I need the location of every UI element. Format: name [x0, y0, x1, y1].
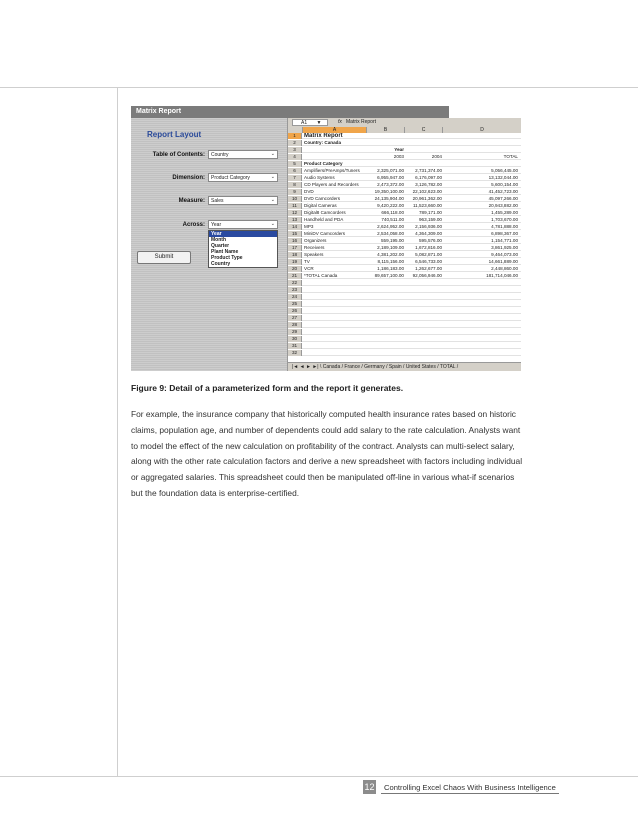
cell-b[interactable]: 6,955,947.00 [377, 175, 404, 180]
cell-d[interactable] [444, 343, 518, 349]
table-row [288, 154, 521, 160]
row-number[interactable]: 31 [288, 343, 302, 349]
cell-c[interactable] [406, 287, 442, 293]
body-paragraph: For example, the insurance company that historically computed health insurance rates based on historic claims, population age, and number of dependents could add salary to the rate calculation. Analysts want to model the effect of the new calculation on profitability of the contract. Analysts can multi-select salary, along with the other rate calculation factors and derive a new spreadsheet with factors including individual or aggregated salaries. This spreadsheet could then be manipulated off-line in various what-if scenarios but the foundation data is enterprise-certified. [131, 409, 523, 498]
table-row [288, 322, 521, 328]
cell-c[interactable]: 4,364,309.00 [415, 231, 442, 236]
cell-b[interactable] [368, 322, 404, 328]
dropdown-option[interactable]: Country [211, 261, 231, 267]
cell-d[interactable]: 6,898,367.00 [491, 231, 518, 236]
table-row [288, 315, 521, 321]
cell-b[interactable]: 2,325,071.00 [377, 168, 404, 173]
chevron-down-icon: ⌄ [270, 197, 275, 203]
cell-b[interactable] [368, 315, 404, 321]
top-rule [0, 87, 638, 88]
cell-c[interactable] [406, 301, 442, 307]
dropdown-option[interactable]: Quarter [211, 243, 230, 249]
cell-d[interactable] [444, 308, 518, 314]
cell-d[interactable]: 5,056,445.00 [491, 168, 518, 173]
row-number[interactable]: 18 [288, 252, 302, 258]
cell-c[interactable]: 1,262,677.00 [415, 266, 442, 271]
cell-c[interactable] [406, 280, 442, 286]
cell-b[interactable]: 2,189,109.00 [377, 245, 404, 250]
cell-d[interactable] [444, 315, 518, 321]
cell-b[interactable]: 4,381,202.00 [377, 252, 404, 257]
left-margin-rule [117, 87, 118, 777]
table-row [288, 308, 521, 314]
cell-b[interactable]: 8,115,156.00 [377, 259, 404, 264]
row-number[interactable]: 4 [288, 154, 302, 160]
spreadsheet [287, 118, 521, 371]
cell-c[interactable] [406, 294, 442, 300]
row-number[interactable]: 21 [288, 273, 302, 279]
cell-b[interactable] [368, 294, 404, 300]
toc-select-value: Country [211, 152, 229, 158]
row-number[interactable]: 25 [288, 301, 302, 307]
cell-d[interactable]: 4,781,888.00 [491, 224, 518, 229]
row-number[interactable]: 15 [288, 231, 302, 237]
cell-a[interactable]: Organizers [304, 238, 327, 243]
row-number[interactable]: 29 [288, 329, 302, 335]
dimension-select[interactable] [208, 173, 278, 182]
cell-d[interactable]: 5,600,154.00 [491, 182, 518, 187]
cell-d[interactable] [444, 133, 518, 139]
cell-b[interactable] [368, 301, 404, 307]
cell-d[interactable]: 14,661,889.00 [488, 259, 518, 264]
cell-b[interactable] [368, 133, 404, 139]
row-number[interactable]: 20 [288, 266, 302, 272]
row-number[interactable]: 6 [288, 168, 302, 174]
cell-b[interactable] [368, 161, 404, 167]
cell-c[interactable]: 92,056,946.00 [412, 273, 442, 278]
cell-a[interactable]: Matrix Report [304, 133, 343, 139]
chevron-down-icon: ⌄ [270, 221, 275, 227]
row-number[interactable]: 23 [288, 287, 302, 293]
cell-d[interactable]: TOTAL [503, 154, 518, 159]
table-row [288, 350, 521, 356]
cell-c[interactable] [406, 133, 442, 139]
cell-b[interactable]: Year [394, 147, 404, 152]
cell-d[interactable]: 9,464,073.00 [491, 252, 518, 257]
cell-b[interactable]: 2,534,058.00 [377, 231, 404, 236]
cell-c[interactable]: 963,159.00 [419, 217, 442, 222]
dropdown-option[interactable]: Month [211, 237, 226, 243]
cell-d[interactable]: 181,714,046.00 [486, 273, 518, 278]
cell-d[interactable] [444, 280, 518, 286]
cell-b[interactable] [368, 343, 404, 349]
across-dropdown-list [208, 230, 278, 268]
cell-b[interactable]: 666,118.00 [381, 210, 404, 215]
table-row [288, 189, 521, 195]
row-number[interactable]: 17 [288, 245, 302, 251]
table-row [288, 259, 521, 265]
name-box-value: A1 [301, 120, 308, 126]
submit-button[interactable]: Submit [137, 251, 191, 264]
row-number[interactable]: 1 [288, 133, 302, 139]
fx-icon: fx [338, 119, 342, 125]
cell-a[interactable]: Speakers [304, 252, 324, 257]
table-row [288, 231, 521, 237]
cell-a[interactable] [304, 350, 366, 356]
cell-d[interactable] [444, 140, 518, 146]
form-title: Matrix Report [131, 106, 449, 118]
cell-c[interactable]: 6,546,733.00 [415, 259, 442, 264]
cell-a[interactable]: CD Players and Recorders [304, 182, 359, 187]
cell-d[interactable] [444, 287, 518, 293]
table-row [288, 203, 521, 209]
cell-b[interactable] [368, 336, 404, 342]
column-header[interactable]: D [443, 127, 521, 133]
cell-d[interactable] [444, 161, 518, 167]
table-row [288, 161, 521, 167]
toc-select[interactable] [208, 150, 278, 159]
cell-b[interactable]: 19,350,100.00 [374, 189, 404, 194]
cell-b[interactable] [368, 329, 404, 335]
row-number[interactable]: 3 [288, 147, 302, 153]
cell-d[interactable]: 1,455,289.00 [491, 210, 518, 215]
dropdown-option[interactable]: Product Type [211, 255, 243, 261]
figure-caption: Figure 9: Detail of a parameterized form and the report it generates. [131, 383, 404, 393]
column-header[interactable]: B [367, 127, 405, 133]
figure-9 [131, 106, 521, 371]
table-row [288, 343, 521, 349]
cell-b[interactable] [368, 280, 404, 286]
measure-label: Measure: [178, 198, 205, 204]
cell-b[interactable]: 559,195.00 [381, 238, 404, 243]
cell-c[interactable]: 789,171.00 [419, 210, 442, 215]
row-number[interactable]: 22 [288, 280, 302, 286]
cell-c[interactable] [406, 343, 442, 349]
cell-a[interactable]: Amplifiers/PreAmps/Tuners [304, 168, 360, 173]
cell-b[interactable]: 2,624,952.00 [377, 224, 404, 229]
cell-a[interactable]: *TOTAL Canada [304, 273, 338, 278]
table-row [288, 329, 521, 335]
dropdown-option[interactable]: Year [209, 231, 277, 237]
cell-c[interactable] [406, 308, 442, 314]
cell-a[interactable]: Digital Cameras [304, 203, 337, 208]
cell-c[interactable] [406, 322, 442, 328]
cell-c[interactable]: 595,576.00 [419, 238, 442, 243]
table-row [288, 287, 521, 293]
cell-b[interactable] [368, 140, 404, 146]
formula-bar [288, 118, 521, 127]
cell-b[interactable]: 2003 [393, 154, 404, 159]
cell-a[interactable]: Product Category [304, 161, 343, 166]
table-row [288, 266, 521, 272]
row-number[interactable]: 32 [288, 350, 302, 356]
cell-a[interactable] [304, 322, 366, 328]
cell-a[interactable]: Audio Systems [304, 175, 335, 180]
cell-c[interactable] [406, 315, 442, 321]
cell-b[interactable]: 24,135,904.00 [374, 196, 404, 201]
dimension-label: Dimension: [172, 175, 205, 181]
cell-c[interactable]: 5,082,871.00 [415, 252, 442, 257]
chevron-down-icon: ⌄ [270, 174, 275, 180]
table-row [288, 301, 521, 307]
cell-a[interactable]: Handheld and PDA [304, 217, 344, 222]
row-number[interactable]: 8 [288, 182, 302, 188]
cell-a[interactable]: Digital8 Camcorders [304, 210, 346, 215]
cell-a[interactable]: DVD [304, 189, 314, 194]
column-header[interactable]: C [405, 127, 443, 133]
table-row [288, 336, 521, 342]
cell-c[interactable]: 22,102,623.00 [412, 189, 442, 194]
cell-c[interactable]: 2004 [431, 154, 442, 159]
row-number[interactable]: 7 [288, 175, 302, 181]
table-row [288, 294, 521, 300]
row-number[interactable]: 5 [288, 161, 302, 167]
cell-c[interactable]: 1,672,816.00 [415, 245, 442, 250]
dropdown-option[interactable]: Plant Name [211, 249, 239, 255]
table-row [288, 210, 521, 216]
cell-d[interactable] [444, 322, 518, 328]
cell-d[interactable] [444, 350, 518, 356]
row-number[interactable]: 28 [288, 322, 302, 328]
measure-select-value: Sales [211, 198, 224, 204]
cell-b[interactable]: 89,657,100.00 [374, 273, 404, 278]
cell-b[interactable]: 740,511.00 [381, 217, 404, 222]
cell-a[interactable] [304, 287, 366, 293]
cell-c[interactable] [406, 329, 442, 335]
row-number[interactable]: 10 [288, 196, 302, 202]
cell-b[interactable] [368, 287, 404, 293]
row-number[interactable]: 26 [288, 308, 302, 314]
cell-c[interactable] [406, 350, 442, 356]
cell-d[interactable]: 3,861,925.00 [491, 245, 518, 250]
table-row [288, 280, 521, 286]
cell-a[interactable]: VCR [304, 266, 314, 271]
cell-d[interactable]: 20,943,882.00 [488, 203, 518, 208]
row-number[interactable]: 12 [288, 210, 302, 216]
cell-c[interactable] [406, 336, 442, 342]
bottom-rule [0, 776, 638, 777]
cell-a[interactable]: DVD Camcorders [304, 196, 340, 201]
cell-a[interactable]: MiniDV Camcorders [304, 231, 346, 236]
cell-b[interactable]: 9,420,222.00 [377, 203, 404, 208]
cell-c[interactable] [406, 140, 442, 146]
cell-c[interactable]: 2,156,936.00 [415, 224, 442, 229]
cell-c[interactable]: 20,961,362.00 [412, 196, 442, 201]
cell-d[interactable] [444, 294, 518, 300]
table-row [288, 224, 521, 230]
page-number: 12 [364, 782, 375, 792]
cell-a[interactable]: Receivers [304, 245, 325, 250]
cell-d[interactable] [444, 301, 518, 307]
cell-b[interactable] [368, 308, 404, 314]
cell-c[interactable] [406, 147, 442, 153]
cell-c[interactable]: 2,731,374.00 [415, 168, 442, 173]
row-number[interactable]: 27 [288, 315, 302, 321]
footer-rule [381, 793, 559, 794]
row-number[interactable]: 19 [288, 259, 302, 265]
chevron-down-icon: ⌄ [270, 151, 275, 157]
row-number[interactable]: 30 [288, 336, 302, 342]
cell-c[interactable]: 11,523,660.00 [412, 203, 442, 208]
table-row [288, 238, 521, 244]
cell-b[interactable] [368, 350, 404, 356]
cell-d[interactable]: 1,154,771.00 [491, 238, 518, 243]
row-number[interactable]: 2 [288, 140, 302, 146]
cell-d[interactable]: 1,703,670.00 [491, 217, 518, 222]
table-row [288, 168, 521, 174]
cell-a[interactable]: MP3 [304, 224, 314, 229]
cell-a[interactable] [304, 154, 366, 160]
cell-c[interactable]: 3,126,782.00 [415, 182, 442, 187]
sheet-tabs[interactable]: |◄ ◄ ► ►| \ Canada / France / Germany / Spain / United States / TOTAL / [288, 362, 521, 371]
row-number[interactable]: 11 [288, 203, 302, 209]
table-row [288, 147, 521, 153]
cell-a[interactable] [304, 315, 366, 321]
table-row [288, 196, 521, 202]
row-number[interactable]: 9 [288, 189, 302, 195]
table-row [288, 175, 521, 181]
table-row [288, 273, 521, 279]
cell-d[interactable] [444, 147, 518, 153]
cell-a[interactable] [304, 336, 366, 342]
cell-b[interactable]: 2,473,372.00 [377, 182, 404, 187]
cell-a[interactable]: TV [304, 259, 310, 264]
across-select[interactable] [208, 220, 278, 229]
row-number[interactable]: 24 [288, 294, 302, 300]
cell-a[interactable] [304, 329, 366, 335]
cell-d[interactable]: 13,132,044.00 [488, 175, 518, 180]
toc-label: Table of Contents: [152, 152, 205, 158]
cell-b[interactable]: 1,186,183.00 [377, 266, 404, 271]
dimension-select-value: Product Category [211, 175, 250, 181]
cell-d[interactable] [444, 336, 518, 342]
footer-title: Controlling Excel Chaos With Business Intelligence [384, 783, 556, 792]
name-box[interactable] [292, 119, 328, 126]
across-label: Across: [182, 222, 205, 228]
cell-d[interactable] [444, 329, 518, 335]
cell-a[interactable] [304, 147, 366, 153]
row-number[interactable]: 16 [288, 238, 302, 244]
cell-c[interactable] [406, 161, 442, 167]
row-number[interactable]: 14 [288, 224, 302, 230]
cell-a[interactable] [304, 294, 366, 300]
cell-a[interactable]: Country: Canada [304, 140, 342, 145]
table-row [288, 133, 521, 139]
measure-select[interactable] [208, 196, 278, 205]
cell-a[interactable] [304, 308, 366, 314]
cell-a[interactable] [304, 343, 366, 349]
form-heading: Report Layout [147, 130, 202, 139]
cell-a[interactable] [304, 280, 366, 286]
row-number[interactable]: 13 [288, 217, 302, 223]
cell-d[interactable]: 45,097,266.00 [488, 196, 518, 201]
table-row [288, 140, 521, 146]
table-row [288, 245, 521, 251]
cell-a[interactable] [304, 301, 366, 307]
table-row [288, 182, 521, 188]
across-select-value: Year [211, 222, 222, 228]
table-row [288, 252, 521, 258]
formula-input[interactable]: Matrix Report [346, 119, 377, 125]
cell-d[interactable]: 41,452,723.00 [488, 189, 518, 194]
cell-c[interactable]: 6,176,097.00 [415, 175, 442, 180]
table-row [288, 217, 521, 223]
cell-d[interactable]: 2,448,860.00 [491, 266, 518, 271]
column-header[interactable]: A [303, 127, 367, 133]
chevron-down-icon: ▼ [316, 120, 322, 126]
